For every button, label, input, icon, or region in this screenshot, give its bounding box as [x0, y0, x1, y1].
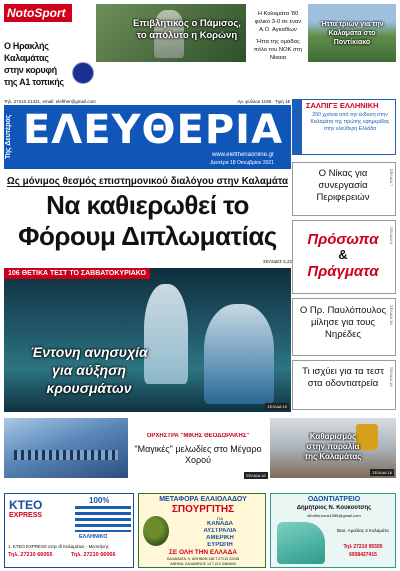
anniversary-box[interactable] [292, 99, 396, 155]
ad-spourgitis-moving[interactable] [138, 493, 266, 568]
sports-note-nok[interactable]: Ήττα της ομάδας πόλο του ΝΟΚ στη Νίκαια [253, 39, 303, 61]
sports-photo-caption: Επιβλητικός ο Πάμισος, το απόλυτο η Κορώνη [133, 18, 241, 41]
lead-kicker: Ως μόνιμος θεσμός επιστημονικού διαλόγου στην Καλαμάτα [6, 176, 289, 187]
ktel-phone1: Τηλ. 27210 66055 [8, 552, 53, 558]
side-story-nikas[interactable] [292, 162, 396, 216]
covid-label: 106 ΘΕΤΙΚΑ ΤΕΣΤ ΤΟ ΣΑΒΒΑΤΟΚΥΡΙΑΚΟ [4, 268, 150, 279]
ktel-brand: ΚΤΕΟ [9, 498, 43, 512]
notosport-logo: NotoSport [4, 4, 72, 22]
sports-photo-kalamata-caption: Ήττα τριών για την Καλαμάτα στο Ποντίκιακό [320, 21, 384, 46]
issue-number: Αρ. φύλλου 1198 - Τιμή 1€ [237, 99, 290, 104]
masthead-website[interactable]: www.eleftheriaonline.gr [211, 152, 274, 158]
ktel-brand-sub: EXPRESS [9, 512, 43, 519]
lead-headline-line2[interactable]: Φόρουμ Διπλωματίας [18, 221, 277, 251]
side-story-pavlopoulos-page: ΣΕΛΙΔΑ 18 [389, 305, 394, 325]
covid-page: ΣΕΛΙΔΑ 10 [267, 404, 287, 409]
prosopa-logo-amp: & [338, 247, 348, 262]
beach-caption-line2: στην παραλία [306, 442, 360, 451]
masthead-date: Δευτέρα 18 Οκτωβρίου 2021 [210, 160, 274, 166]
concert-photo-stage [14, 450, 118, 460]
dental-mobile: 6938427415 [349, 552, 377, 558]
ktel-line1: 1. ΚΤΕΟ EXPRESS στην Ιδ Καλαμάτας - Μεσσήνης [8, 544, 109, 549]
olive-branch-icon [143, 516, 169, 546]
ktel-phone2: Τηλ. 27210 66066 [71, 552, 116, 558]
side-story-pavlopoulos-text: Ο Πρ. Παυλόπουλος μίλησε για τους Νηρέδες [299, 305, 387, 340]
beach-photo[interactable] [270, 418, 396, 478]
side-prosopa-page: ΣΕΛΙΔΑ 6 [389, 227, 394, 245]
side-story-pavlopoulos[interactable] [292, 298, 396, 356]
moving-list-4: ΕΥΡΩΠΗ [207, 542, 233, 548]
ktel-badge-sub: ΕΛΛΗΝΙΚΟ [79, 534, 108, 540]
moving-list-3: ΑΜΕΡΙΚΗ [206, 535, 234, 541]
ad-ktel-express[interactable] [4, 493, 134, 568]
side-story-nikas-text: Ο Νίκας για συνεργασία Περιφερειών [316, 168, 370, 203]
moving-list-2: ΑΥΣΤΡΑΛΙΑ [203, 528, 237, 534]
prosopa-logo-2: Πράγματα [307, 263, 379, 280]
dental-phone: Τηλ 27210 95595 [343, 544, 383, 550]
dental-email: dimitris.kouk1985@gmail.com [307, 513, 361, 518]
covid-caption-line2: για αύξηση [52, 362, 126, 378]
anniversary-text: 200 χρόνια από την έκδοση στην Καλαμάτα της πρώτης εφημερίδας στην ελεύθερη Ελλάδα [310, 112, 390, 132]
covid-figure-right [204, 304, 274, 404]
dental-title: ΟΔΟΝΤΙΑΤΡΕΙΟ [307, 496, 361, 503]
moving-name: ΣΠΟΥΡΓΙΤΗΣ [171, 504, 235, 515]
anniversary-side-stripe [293, 100, 302, 155]
notosport-block[interactable] [4, 4, 94, 88]
anniversary-title: ΣΑΛΠΙΓΞ ΕΛΛΗΝΙΚΗ [306, 101, 379, 110]
concert-kicker: ΟΡΧΗΣΤΡΑ "ΜΙΚΗΣ ΘΕΟΔΩΡΑΚΗΣ" [146, 433, 250, 439]
prosopa-logo-1: Πρόσωπα [307, 231, 379, 248]
kalamata-badge-icon [72, 62, 94, 84]
sports-photo-pamisos[interactable] [96, 4, 246, 62]
moving-coverage: ΣΕ ΟΛΗ ΤΗΝ ΕΛΛΑΔΑ [169, 549, 237, 556]
side-story-dental-tests[interactable] [292, 360, 396, 410]
lead-pages: ΣΕΛΙΔΕΣ 5,22 [263, 259, 292, 264]
beach-page: ΣΕΛΙΔΑ 16 [372, 470, 392, 475]
moving-contact-2: ΑΘΗΝΑ: ΣΑΛΑΜΙΝΟΣ 14 Τ.210 3464640 [170, 562, 236, 566]
moving-small: ΓΙΑ [217, 516, 223, 521]
masthead-side-label: Της Δευτέρας [5, 114, 12, 160]
moving-contact-1: ΚΑΛΑΜΑΤΑ: Λ. ΑΘΗΝΩΝ 186 Τ.27210 22248 [166, 557, 240, 561]
ktel-badge: 100% [89, 496, 110, 505]
lead-headline-line1[interactable]: Να καθιερωθεί το [46, 190, 249, 220]
sports-note-kalamata80[interactable]: Η Καλαμάτα '80 φιλικό 3-0 σε έναν Α.Ο. Αγκαθίων [254, 11, 302, 33]
masthead-title: ΕΛΕΥΘΕΡΙΑ [22, 107, 284, 153]
moving-top: ΜΕΤΑΦΟΡΑ ΕΛΑΙΟΛΑΔΟΥ [159, 496, 247, 503]
dental-chair-icon [277, 522, 325, 564]
notosport-headline: Ο Ηρακλής Καλαμάτας στην κορυφή της Α1 τοπικής [4, 41, 64, 87]
covid-caption-line3: κρουσμάτων [46, 380, 132, 396]
dental-address: Βασ. Αμαλίας 4 Καλαμάτα [337, 528, 389, 533]
covid-caption-line1: Έντονη ανησυχία [30, 344, 148, 360]
moving-list-1: ΚΑΝΑΔΑ [207, 521, 233, 527]
masthead[interactable] [4, 105, 291, 169]
greek-flag-icon [75, 506, 131, 532]
covid-photo[interactable] [4, 268, 291, 412]
dental-name: Δημήτριος Ν. Κουκούτσης [296, 505, 372, 511]
side-story-dental-tests-text: Τι ισχύει για τα τεστ στα οδοντιατρεία [302, 366, 384, 389]
side-prosopa-pragmata[interactable] [292, 220, 396, 294]
side-story-nikas-page: ΣΕΛΙΔΑ 7 [389, 169, 394, 187]
contact-line: Τηλ. 27210 21421, email: elefther@gmail.com [4, 99, 96, 104]
concert-photo[interactable] [4, 418, 128, 478]
concert-text[interactable]: "Μαγικές" μελωδίες στο Μέγαρο Χορού [134, 444, 262, 465]
beach-caption-line3: της Καλαμάτας [304, 452, 362, 461]
ad-dental-koukoutsis[interactable] [270, 493, 396, 568]
concert-page: ΣΕΛΙΔΑ 16 [246, 473, 266, 478]
side-story-dental-tests-page: ΣΕΛΙΔΑ 16 [389, 367, 394, 387]
sports-photo-kalamata[interactable] [308, 4, 396, 62]
beach-caption-line1: Καθαρισμός [309, 432, 357, 441]
